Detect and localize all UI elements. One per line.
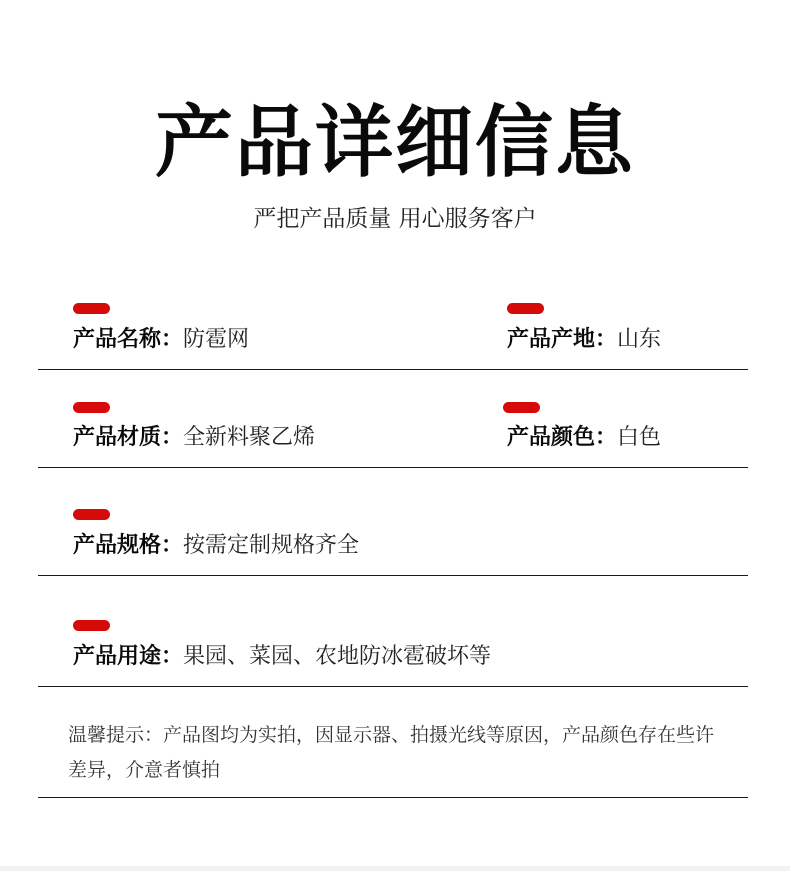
notice-text: 温馨提示：产品图均为实拍，因显示器、拍摄光线等原因，产品颜色存在些许差异，介意者慎拍 bbox=[68, 724, 715, 781]
accent-pill bbox=[507, 303, 544, 314]
accent-pill bbox=[73, 402, 110, 413]
field-value: 白色 bbox=[617, 425, 662, 450]
divider bbox=[38, 575, 748, 576]
page-subtitle: 严把产品质量 用心服务客户 bbox=[253, 206, 537, 232]
bottom-strip bbox=[0, 866, 790, 871]
field-value: 山东 bbox=[617, 327, 662, 352]
field-label: 产品颜色： bbox=[507, 425, 618, 450]
accent-pill bbox=[73, 620, 110, 631]
accent-pill bbox=[73, 509, 110, 520]
page-title: 产品详细信息 bbox=[154, 98, 635, 188]
field-product-color bbox=[507, 423, 661, 453]
field-value: 果园、菜园、农地防冰雹破坏等 bbox=[183, 644, 492, 669]
accent-pill bbox=[503, 402, 540, 413]
field-product-spec bbox=[73, 531, 359, 561]
field-product-material bbox=[73, 423, 315, 453]
field-product-name bbox=[73, 325, 249, 355]
divider bbox=[38, 467, 748, 468]
accent-pill bbox=[73, 303, 110, 314]
field-label: 产品规格： bbox=[73, 533, 184, 558]
divider bbox=[38, 369, 748, 370]
field-product-origin bbox=[507, 325, 661, 355]
field-label: 产品材质： bbox=[73, 425, 184, 450]
field-label: 产品名称： bbox=[73, 327, 184, 352]
divider bbox=[38, 686, 748, 687]
field-product-usage bbox=[73, 642, 491, 672]
divider bbox=[38, 797, 748, 798]
field-label: 产品产地： bbox=[507, 327, 618, 352]
field-value: 全新料聚乙烯 bbox=[183, 425, 316, 450]
field-value: 防雹网 bbox=[183, 327, 250, 352]
field-label: 产品用途： bbox=[73, 644, 184, 669]
field-value: 按需定制规格齐全 bbox=[183, 533, 360, 558]
